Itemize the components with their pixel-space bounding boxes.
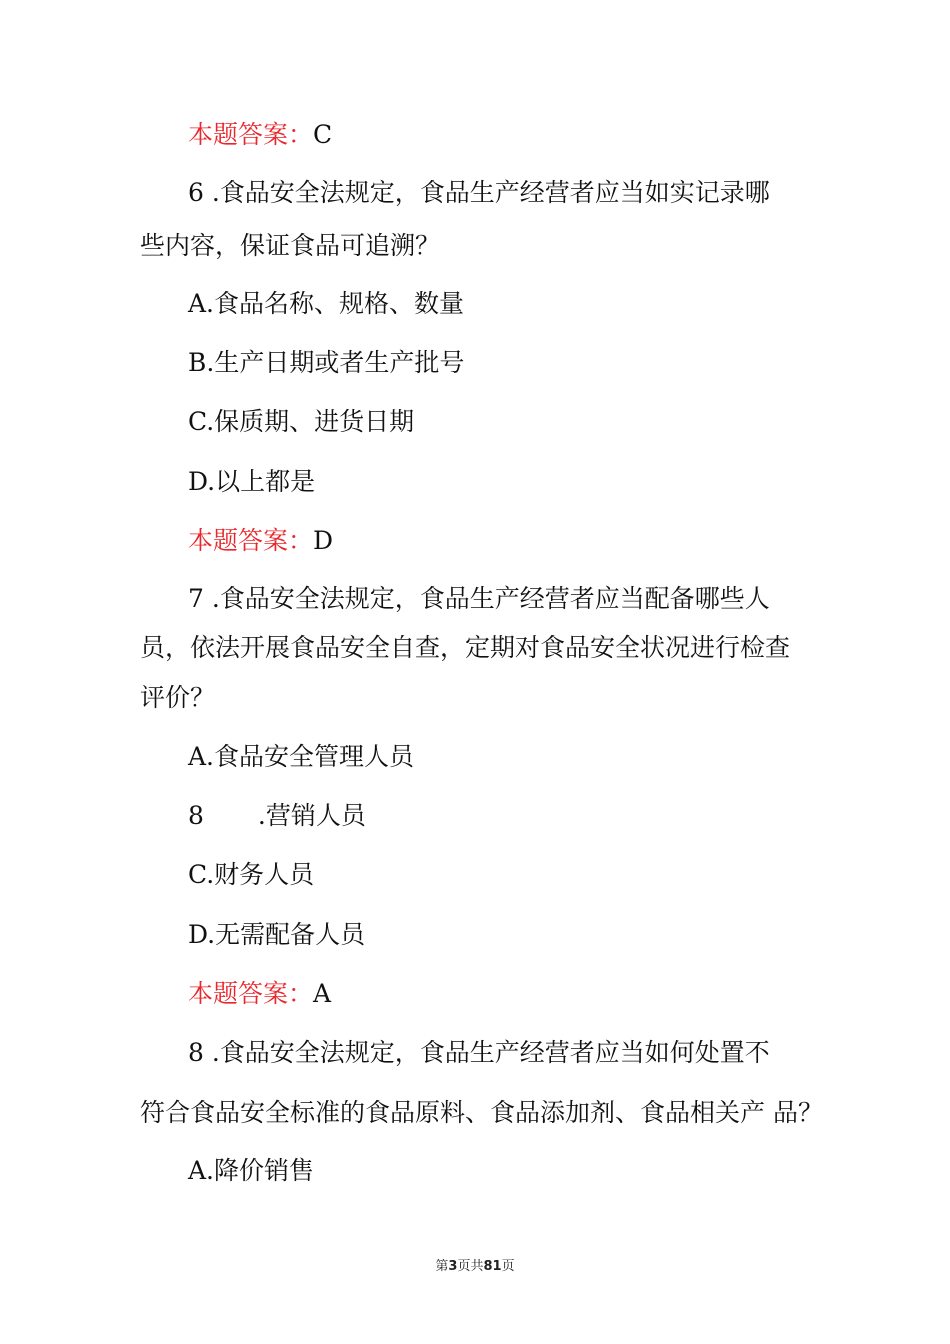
option-d: D.无需配备人员 [188,920,366,949]
answer-value: C [313,120,333,149]
option-text: .营销人员 [257,801,366,830]
answer-label: 本题答案： [188,979,314,1008]
footer-suffix: 页 [501,1259,515,1274]
question-text: 7 .食品安全法规定，食品生产经营者应当配备哪些人 [188,584,770,613]
question-text: 6 .食品安全法规定，食品生产经营者应当如实记录哪 [188,178,770,207]
answer-value: D [313,526,334,555]
question-text: 些内容，保证食品可追溯？ [140,231,441,260]
page-footer [0,1255,950,1274]
option-c: C.财务人员 [188,860,315,889]
option-b: B.生产日期或者生产批号 [188,348,465,377]
option-c: C.保质期、进货日期 [188,407,415,436]
answer-value: A [313,979,332,1008]
answer-line [188,524,333,558]
total-pages: 81 [483,1259,502,1274]
question-text: 符合食品安全标准的食品原料、食品添加剂、食品相关产 品？ [140,1098,823,1127]
footer-middle: 页共 [457,1259,484,1274]
answer-line [188,118,332,152]
page-number: 3 [448,1259,458,1274]
answer-label: 本题答案： [188,120,314,149]
answer-line [188,977,331,1011]
question-text: 评价？ [140,683,216,712]
option-number: 8 [188,801,204,830]
option-b [188,799,366,833]
footer-prefix: 第 [435,1259,449,1274]
question-text: 员，依法开展食品安全自查，定期对食品安全状况进行检查 [140,633,791,662]
option-a: A.降价销售 [188,1156,315,1185]
question-text: 8 .食品安全法规定，食品生产经营者应当如何处置不 [188,1038,770,1067]
option-a: A.食品安全管理人员 [188,742,415,771]
option-a: A.食品名称、规格、数量 [188,289,465,318]
option-d: D.以上都是 [188,467,316,496]
answer-label: 本题答案： [188,526,314,555]
